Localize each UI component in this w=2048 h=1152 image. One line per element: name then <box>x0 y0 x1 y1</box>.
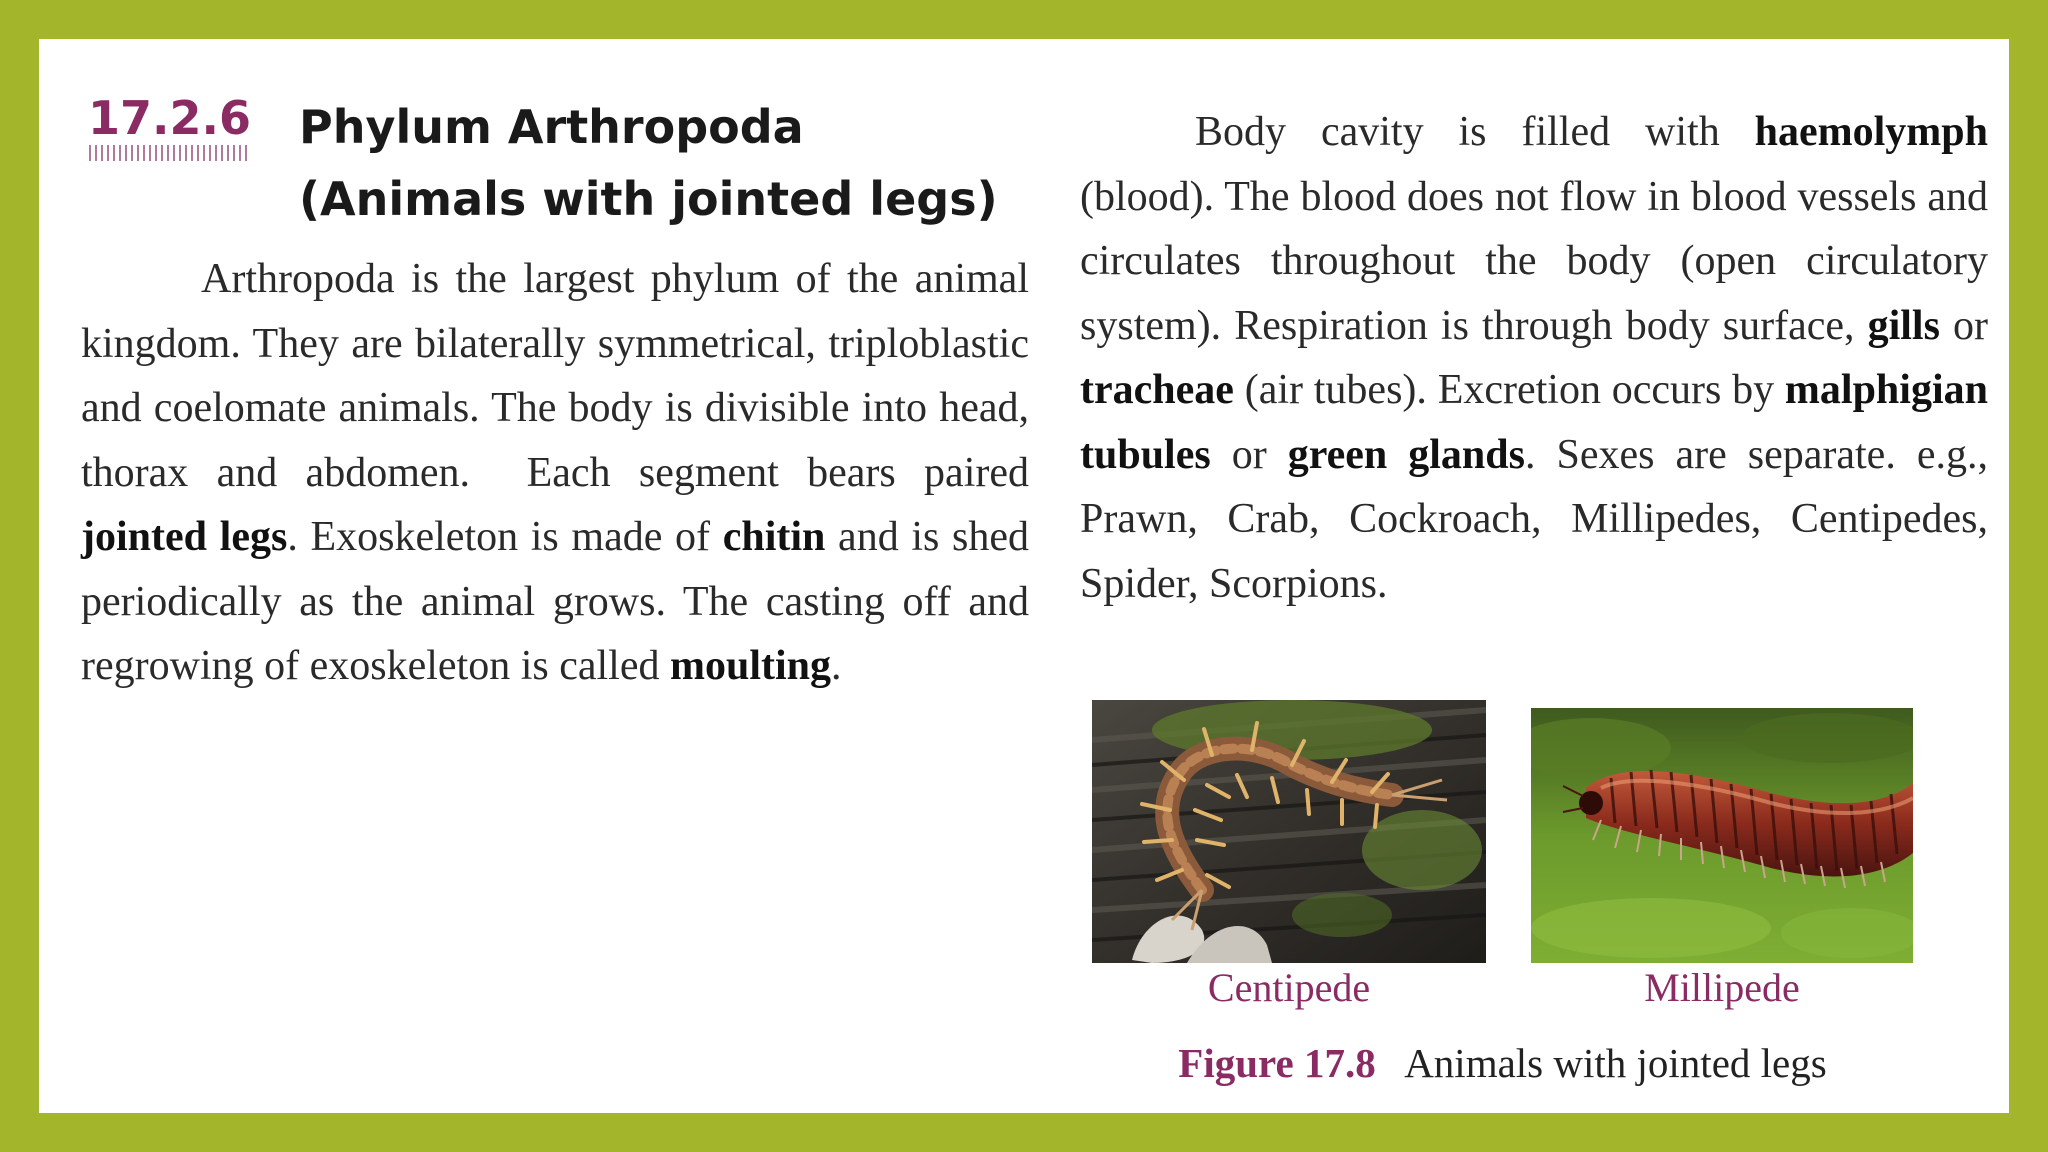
bold-term: green glands <box>1287 431 1525 478</box>
bold-term: jointed legs <box>81 514 288 560</box>
figure-number: Figure 17.8 <box>1178 1040 1376 1086</box>
bold-term: haemolymph <box>1754 109 1988 155</box>
centipede-photo <box>1092 700 1486 963</box>
paragraph-text: or <box>1210 431 1288 478</box>
section-number: 17.2.6 <box>88 91 251 145</box>
section-number-underline <box>89 145 251 161</box>
millipede-photo <box>1531 708 1913 963</box>
paragraph-text: Body cavity is filled with <box>1195 109 1755 155</box>
paragraph-text: or <box>1939 302 1999 349</box>
section-title-line-2: (Animals with jointed legs) <box>299 172 998 226</box>
left-paragraph <box>81 247 1040 699</box>
millipede-caption: Millipede <box>1644 965 1800 1010</box>
millipede-image <box>1531 708 1913 963</box>
paragraph-text: . <box>831 643 842 689</box>
figure-caption-text: Animals with jointed legs <box>1404 1040 1827 1086</box>
figure-caption <box>1092 1039 1913 1087</box>
bold-term: tracheae <box>1080 367 1234 413</box>
centipede-caption: Centipede <box>1207 965 1371 1010</box>
section-title <box>299 91 998 235</box>
bold-term: gills <box>1867 302 1940 349</box>
bold-term: malphigian tubules <box>1080 367 1988 478</box>
bold-term: chitin <box>722 514 826 560</box>
bold-term: moulting <box>669 643 832 689</box>
paragraph-text: . Sexes are separate. e.g., Prawn, Crab, Cockroach, Millipedes, Centipedes, Spider, Scorpions. <box>1080 431 1999 607</box>
centipede-image <box>1092 700 1486 963</box>
right-paragraph <box>1080 100 1999 616</box>
textbook-page <box>39 39 2009 1113</box>
paragraph-text: Arthropoda is the largest phylum of the animal kingdom. They are bilaterally symmetrical, triploblastic and coelomate animals. The body is divisible into head, thorax and abdomen. Each segment bears paired <box>81 256 1040 496</box>
figure-caption-gap <box>1386 1040 1396 1086</box>
paragraph-text: (blood). The blood does not flow in blood vessels and circulates throughout the body (open circulatory system). Respiration is through body surface, <box>1080 109 1999 349</box>
section-title-line-1: Phylum Arthropoda <box>299 100 804 154</box>
paragraph-text: . Exoskeleton is made of <box>287 514 723 560</box>
paragraph-text: and is shed periodically as the animal grows. The casting off and regrowing of exoskeleton is called <box>81 514 1040 689</box>
paragraph-text: (air tubes). Excretion occurs by <box>1233 367 1785 413</box>
